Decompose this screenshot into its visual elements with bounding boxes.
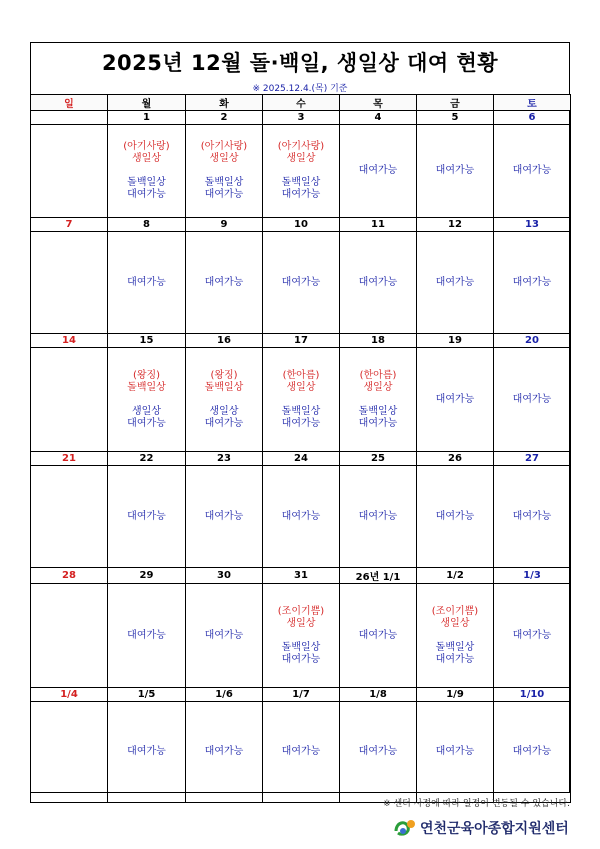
organization-logo (392, 816, 572, 838)
organization-name: 연천군육아종합지원센터 (420, 821, 569, 837)
line-spacer (263, 165, 339, 177)
reservation-text: (왕징) (132, 369, 161, 381)
day-cell (186, 466, 263, 568)
date-label-tue: 9 (186, 218, 263, 232)
reference-date: ※ 2025.12.4.(목) 기준 (252, 84, 348, 94)
date-label-fri: 19 (417, 334, 494, 348)
line-spacer (340, 394, 416, 406)
weekday-wed: 수 (263, 95, 340, 111)
day-cell (108, 584, 186, 688)
availability-text: 대여가능 (204, 629, 244, 641)
date-row (31, 688, 571, 702)
reservation-text: (아기사랑) (123, 141, 170, 152)
date-row (31, 218, 571, 232)
date-label-sat: 1/10 (494, 688, 571, 702)
date-label-wed: 17 (263, 334, 340, 348)
reservation-text: 생일상 (286, 617, 316, 629)
availability-text: 대여가능 (204, 189, 244, 200)
day-cell (186, 702, 263, 803)
availability-text: 대여가능 (512, 276, 552, 288)
date-label-tue: 2 (186, 111, 263, 125)
availability-text: 돌백일상 (281, 641, 321, 653)
day-cell (494, 584, 571, 688)
weekday-tue: 화 (186, 95, 263, 111)
day-cell (31, 125, 108, 218)
availability-text: 돌백일상 (281, 405, 321, 417)
availability-text: 대여가능 (204, 510, 244, 522)
line-spacer (186, 165, 262, 177)
availability-text: 대여가능 (281, 510, 321, 522)
date-label-wed: 24 (263, 452, 340, 466)
reservation-text: 생일상 (132, 153, 161, 164)
date-label-sat: 20 (494, 334, 571, 348)
reservation-text: 돌백일상 (127, 381, 166, 393)
day-cell (417, 232, 494, 334)
weekday-thu: 목 (340, 95, 417, 111)
day-cell (31, 702, 108, 803)
reservation-text: 돌백일상 (204, 381, 244, 393)
day-cell (186, 584, 263, 688)
date-label-thu: 11 (340, 218, 417, 232)
date-label-fri: 26 (417, 452, 494, 466)
day-cell (340, 584, 417, 688)
reservation-text: 생일상 (209, 153, 239, 164)
reservation-text: (아기사랑) (200, 141, 248, 152)
availability-text: 대여가능 (358, 276, 398, 288)
availability-text: 대여가능 (281, 653, 321, 665)
date-label-mon: 1 (108, 111, 186, 125)
availability-text: 대여가능 (281, 417, 321, 429)
day-cell (186, 125, 263, 218)
date-label-sun: 21 (31, 452, 108, 466)
availability-text: 돌백일상 (358, 405, 398, 417)
availability-text: 대여가능 (127, 510, 166, 522)
day-cell (108, 466, 186, 568)
availability-text: 대여가능 (512, 629, 552, 641)
date-label-sat: 13 (494, 218, 571, 232)
day-cell (263, 125, 340, 218)
date-label-fri: 12 (417, 218, 494, 232)
availability-text: 대여가능 (435, 510, 475, 522)
reservation-text: (한아름) (282, 369, 320, 381)
reservation-text: (왕징) (210, 369, 238, 381)
day-cell (31, 466, 108, 568)
date-label-tue: 23 (186, 452, 263, 466)
availability-text: 대여가능 (204, 276, 244, 288)
weekday-mon: 월 (108, 95, 186, 111)
availability-text: 돌백일상 (127, 177, 166, 188)
date-label-tue: 1/6 (186, 688, 263, 702)
line-spacer (263, 630, 339, 642)
schedule-row (31, 584, 571, 688)
availability-text: 대여가능 (512, 510, 552, 522)
day-cell (494, 348, 571, 452)
day-cell (494, 702, 571, 803)
availability-text: 생일상 (132, 405, 161, 417)
line-spacer (263, 394, 339, 406)
date-label-thu: 25 (340, 452, 417, 466)
availability-text: 돌백일상 (435, 641, 475, 653)
day-cell (417, 466, 494, 568)
day-cell (494, 125, 571, 218)
availability-text: 대여가능 (358, 629, 398, 641)
day-cell (340, 702, 417, 803)
availability-text: 대여가능 (127, 417, 166, 429)
date-label-sun: 7 (31, 218, 108, 232)
reservation-text: (아기사랑) (277, 141, 325, 152)
day-cell (186, 232, 263, 334)
day-cell (340, 466, 417, 568)
availability-text: 대여가능 (358, 746, 398, 757)
reservation-text: 생일상 (286, 381, 316, 393)
date-row (31, 568, 571, 584)
availability-text: 대여가능 (435, 653, 475, 665)
reservation-text: (조이기쁨) (277, 605, 325, 617)
availability-text: 대여가능 (435, 165, 475, 176)
date-label-fri: 1/2 (417, 568, 494, 584)
day-cell (263, 348, 340, 452)
availability-text: 대여가능 (281, 746, 321, 757)
availability-text: 대여가능 (204, 417, 244, 429)
day-cell (108, 702, 186, 803)
line-spacer (186, 394, 262, 406)
day-cell (31, 232, 108, 334)
date-label-mon: 15 (108, 334, 186, 348)
availability-text: 돌백일상 (204, 177, 244, 188)
availability-text: 대여가능 (512, 746, 552, 757)
date-label-mon: 1/5 (108, 688, 186, 702)
day-cell (340, 232, 417, 334)
schedule-row (31, 348, 571, 452)
schedule-row (31, 232, 571, 334)
date-label-sun (31, 111, 108, 125)
availability-text: 생일상 (209, 405, 239, 417)
date-label-sat: 1/3 (494, 568, 571, 584)
day-cell (494, 466, 571, 568)
availability-text: 대여가능 (512, 165, 552, 176)
date-label-mon: 22 (108, 452, 186, 466)
date-label-tue: 16 (186, 334, 263, 348)
center-logo-icon (392, 816, 418, 838)
line-spacer (108, 165, 185, 177)
availability-text: 대여가능 (512, 393, 552, 405)
availability-text: 대여가능 (281, 276, 321, 288)
reservation-text: 생일상 (440, 617, 470, 629)
day-cell (417, 584, 494, 688)
rental-calendar (30, 94, 571, 803)
calendar-document (30, 42, 570, 793)
availability-text: 대여가능 (435, 393, 475, 405)
date-label-wed: 31 (263, 568, 340, 584)
day-cell (417, 348, 494, 452)
page-title: 2025년 12월 돌·백일, 생일상 대여 현황 (101, 51, 499, 75)
availability-text: 대여가능 (358, 510, 398, 522)
day-cell (340, 348, 417, 452)
line-spacer (417, 630, 493, 642)
day-cell (340, 125, 417, 218)
day-cell (263, 702, 340, 803)
availability-text: 대여가능 (127, 629, 166, 641)
date-label-mon: 29 (108, 568, 186, 584)
day-cell (108, 348, 186, 452)
date-label-wed: 1/7 (263, 688, 340, 702)
weekday-fri: 금 (417, 95, 494, 111)
date-label-thu: 4 (340, 111, 417, 125)
reservation-text: 생일상 (363, 381, 393, 393)
weekday-sat: 토 (494, 95, 571, 111)
date-row (31, 334, 571, 348)
day-cell (31, 348, 108, 452)
day-cell (31, 584, 108, 688)
date-label-fri: 1/9 (417, 688, 494, 702)
availability-text: 대여가능 (281, 189, 321, 200)
weekday-sun: 일 (31, 95, 108, 111)
date-label-wed: 3 (263, 111, 340, 125)
day-cell (417, 702, 494, 803)
date-label-tue: 30 (186, 568, 263, 584)
date-label-sun: 28 (31, 568, 108, 584)
availability-text: 대여가능 (127, 746, 166, 757)
date-label-fri: 5 (417, 111, 494, 125)
reservation-text: 생일상 (286, 153, 316, 164)
availability-text: 대여가능 (435, 276, 475, 288)
line-spacer (108, 394, 185, 406)
schedule-row (31, 702, 571, 803)
date-label-thu: 18 (340, 334, 417, 348)
availability-text: 대여가능 (358, 417, 398, 429)
schedule-row (31, 125, 571, 218)
reservation-text: (한아름) (359, 369, 397, 381)
date-label-sun: 14 (31, 334, 108, 348)
schedule-row (31, 466, 571, 568)
availability-text: 돌백일상 (281, 177, 321, 188)
date-label-sun: 1/4 (31, 688, 108, 702)
availability-text: 대여가능 (127, 189, 166, 200)
date-label-wed: 10 (263, 218, 340, 232)
date-label-sat: 27 (494, 452, 571, 466)
date-row (31, 111, 571, 125)
date-label-mon: 8 (108, 218, 186, 232)
weekday-header-row (31, 95, 571, 111)
date-label-thu: 26년 1/1 (340, 568, 417, 584)
date-row (31, 452, 571, 466)
day-cell (263, 466, 340, 568)
availability-text: 대여가능 (358, 165, 398, 176)
day-cell (417, 125, 494, 218)
day-cell (108, 125, 186, 218)
date-label-thu: 1/8 (340, 688, 417, 702)
date-label-sat: 6 (494, 111, 571, 125)
reservation-text: (조이기쁨) (431, 605, 479, 617)
availability-text: 대여가능 (127, 276, 166, 288)
day-cell (263, 232, 340, 334)
day-cell (108, 232, 186, 334)
day-cell (494, 232, 571, 334)
day-cell (263, 584, 340, 688)
availability-text: 대여가능 (435, 746, 475, 757)
availability-text: 대여가능 (204, 746, 244, 757)
footer-note: ※ 센터 사정에 따라 일정이 변동될 수 있습니다. (383, 799, 570, 809)
day-cell (186, 348, 263, 452)
